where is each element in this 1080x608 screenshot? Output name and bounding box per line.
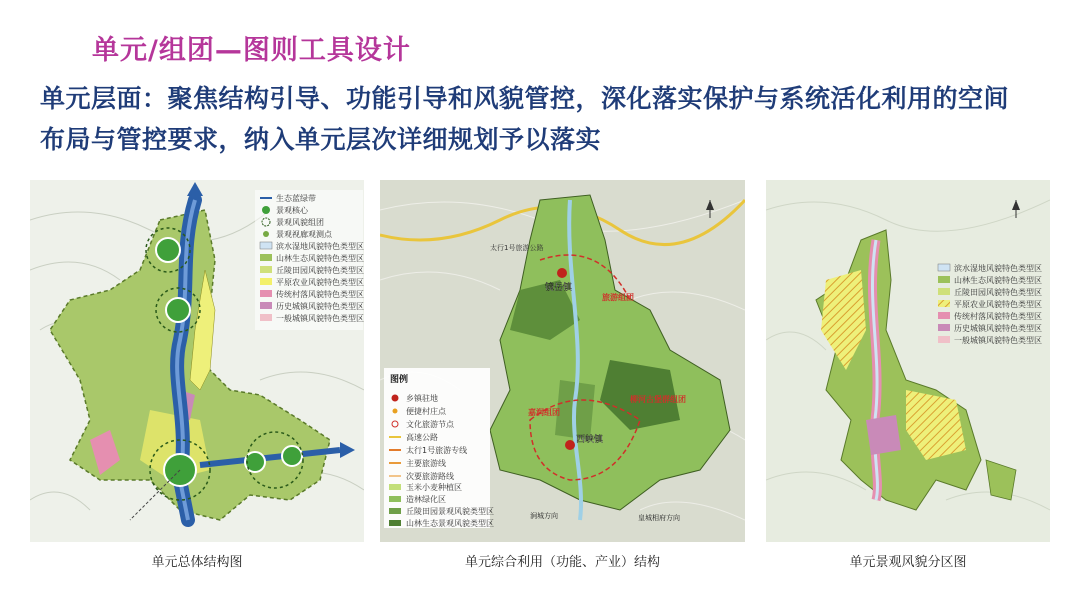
town-label-1: 镜岳镇	[545, 283, 573, 293]
map2-legend-item-2: 文化旅游节点	[406, 420, 454, 429]
subtitle-line-2: 布局与管控要求，纳入单元层次详细规划予以落实	[40, 125, 602, 154]
map2-legend-item-3: 高速公路	[406, 433, 438, 442]
map1-legend-item-0: 生态蓝绿带	[276, 194, 316, 203]
map-caption-1: 单元总体结构图	[151, 555, 243, 570]
map1-legend-item-1: 景观核心	[276, 206, 308, 215]
map1-legend-item-6: 丘陵田园风貌特色类型区	[276, 266, 364, 275]
map-comprehensive-utilization-graphic	[380, 180, 745, 542]
map3-legend-item-3: 平原农业风貌特色类型区	[954, 300, 1042, 309]
map2-legend-item-0: 乡镇驻地	[406, 394, 438, 403]
town-marker	[565, 440, 575, 450]
map3-legend-item-6: 一般城镇风貌特色类型区	[954, 336, 1042, 345]
map-overall-structure	[30, 180, 364, 542]
zone-label-2: 嘉润组团	[528, 408, 560, 417]
map2-legend-item-10: 山林生态景观风貌类型区	[406, 519, 494, 528]
map2-legend-item-5: 主要旅游线	[406, 459, 446, 468]
map1-legend-item-4: 滨水湿地风貌特色类型区	[276, 242, 364, 251]
map2-legend-item-4: 太行1号旅游专线	[406, 446, 468, 455]
map2-legend-item-9: 丘陵田园景观风貌类型区	[406, 507, 494, 516]
direction-label-1: 涧城方向	[530, 512, 558, 520]
town-marker	[557, 268, 567, 278]
map1-legend	[255, 190, 364, 330]
map2-legend-item-1: 便捷村庄点	[406, 407, 446, 416]
map-comprehensive-utilization	[380, 180, 745, 542]
map3-legend-item-2: 丘陵田园风貌特色类型区	[954, 288, 1042, 297]
slide-subtitle	[40, 78, 1050, 160]
map1-legend-item-8: 传统村落风貌特色类型区	[276, 290, 364, 299]
map-overall-structure-graphic	[30, 180, 364, 542]
map3-legend-item-1: 山林生态风貌特色类型区	[954, 276, 1042, 285]
subtitle-line-1: 单元层面：聚焦结构引导、功能引导和风貌管控，深化落实保护与系统活化利用的空间	[40, 84, 1010, 113]
slide-title: 单元/组团—图则工具设计	[92, 35, 411, 66]
map-caption-2: 单元综合利用（功能、产业）结构	[464, 555, 660, 570]
map1-legend-item-9: 历史城镇风貌特色类型区	[276, 302, 364, 311]
map3-legend-item-5: 历史城镇风貌特色类型区	[954, 324, 1042, 333]
map1-legend-item-5: 山林生态风貌特色类型区	[276, 254, 364, 263]
map2-legend-item-8: 造林绿化区	[406, 495, 446, 504]
map1-legend-item-3: 景观视廊观测点	[276, 230, 332, 239]
direction-label-2: 皇城相府方向	[638, 514, 680, 522]
map1-legend-item-10: 一般城镇风貌特色类型区	[276, 314, 364, 323]
map2-legend	[384, 368, 494, 528]
map-landscape-zoning-graphic	[766, 180, 1050, 542]
map2-legend-title: 图例	[390, 375, 409, 385]
map3-legend-item-4: 传统村落风貌特色类型区	[954, 312, 1042, 321]
map2-legend-item-6: 次要旅游路线	[406, 472, 454, 481]
map-landscape-zoning	[766, 180, 1050, 542]
map3-legend	[938, 263, 1042, 345]
map2-legend-item-7: 玉米小麦种植区	[406, 483, 462, 492]
map1-legend-item-7: 平原农业风貌特色类型区	[276, 278, 364, 287]
map1-legend-item-2: 景观风貌组团	[276, 218, 324, 227]
map-caption-3: 单元景观风貌分区图	[849, 555, 967, 570]
zone-label-1: 旅游组团	[602, 293, 634, 302]
town-label-2: 西峡镇	[576, 435, 604, 445]
map3-legend-item-0: 滨水湿地风貌特色类型区	[954, 264, 1042, 273]
road-label: 太行1号旅游公路	[490, 244, 544, 252]
zone-label-3: 柳河古堡群组团	[630, 395, 686, 404]
